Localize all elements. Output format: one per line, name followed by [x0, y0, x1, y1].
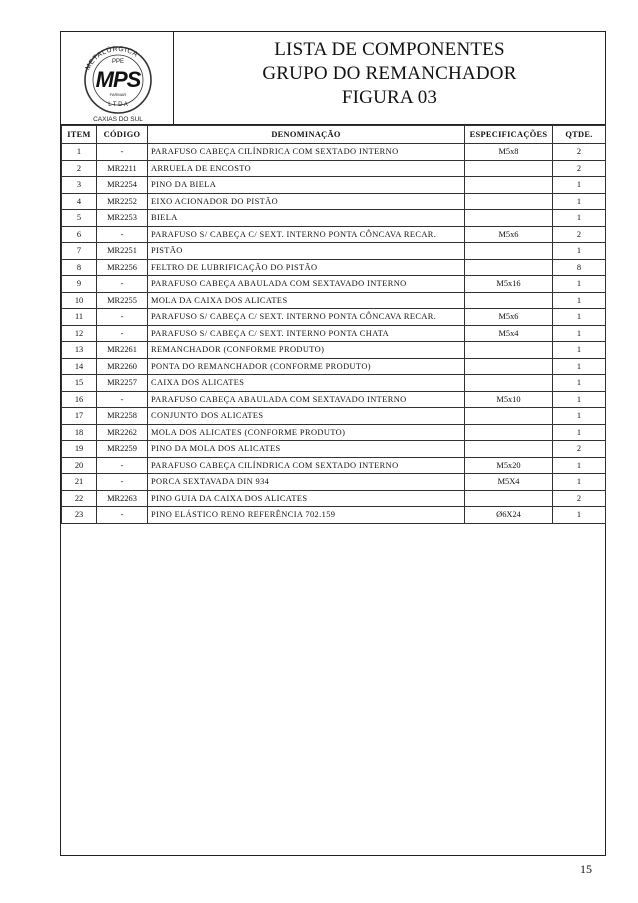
logo-ltda-text: L T D A — [108, 102, 128, 108]
cell-item: 10 — [62, 292, 97, 309]
cell-item: 14 — [62, 358, 97, 375]
table-row — [62, 160, 606, 177]
cell-especificacoes — [465, 490, 553, 507]
cell-especificacoes: M5x6 — [465, 309, 553, 326]
col-header-codigo: CÓDIGO — [97, 126, 148, 144]
cell-item: 20 — [62, 457, 97, 474]
col-header-qtde: QTDE. — [553, 126, 606, 144]
table-row — [62, 292, 606, 309]
cell-item: 3 — [62, 177, 97, 194]
cell-especificacoes: M5x16 — [465, 276, 553, 293]
company-logo — [61, 32, 174, 125]
cell-denominacao: PARAFUSO S/ CABEÇA C/ SEXT. INTERNO PONTA CHATA — [148, 325, 465, 342]
cell-especificacoes: M5X4 — [465, 474, 553, 491]
cell-denominacao: PARAFUSO CABEÇA ABAULADA COM SEXTAVADO INTERNO — [148, 391, 465, 408]
cell-codigo: MR2261 — [97, 342, 148, 359]
cell-qtde: 2 — [553, 226, 606, 243]
cell-codigo: MR2263 — [97, 490, 148, 507]
cell-denominacao: EIXO ACIONADOR DO PISTÃO — [148, 193, 465, 210]
cell-denominacao: CONJUNTO DOS ALICATES — [148, 408, 465, 425]
cell-item: 11 — [62, 309, 97, 326]
cell-item: 12 — [62, 325, 97, 342]
cell-denominacao: PONTA DO REMANCHADOR (CONFORME PRODUTO) — [148, 358, 465, 375]
table-row — [62, 457, 606, 474]
cell-item: 16 — [62, 391, 97, 408]
cell-qtde: 1 — [553, 193, 606, 210]
header-titles — [174, 38, 605, 110]
cell-codigo: - — [97, 391, 148, 408]
logo-sub-text: FARMAR — [109, 92, 127, 97]
logo-ppe-text: PPE — [111, 59, 125, 65]
cell-especificacoes — [465, 342, 553, 359]
cell-qtde: 1 — [553, 474, 606, 491]
table-row — [62, 507, 606, 524]
cell-denominacao: REMANCHADOR (CONFORME PRODUTO) — [148, 342, 465, 359]
cell-codigo: MR2255 — [97, 292, 148, 309]
cell-denominacao: ARRUELA DE ENCOSTO — [148, 160, 465, 177]
cell-qtde: 1 — [553, 292, 606, 309]
table-row — [62, 276, 606, 293]
cell-denominacao: PISTÃO — [148, 243, 465, 260]
cell-denominacao: PORCA SEXTAVADA DIN 934 — [148, 474, 465, 491]
cell-denominacao: BIELA — [148, 210, 465, 227]
cell-qtde: 1 — [553, 358, 606, 375]
cell-codigo: MR2258 — [97, 408, 148, 425]
table-body — [62, 144, 606, 524]
cell-especificacoes — [465, 408, 553, 425]
cell-item: 19 — [62, 441, 97, 458]
table-row — [62, 490, 606, 507]
cell-especificacoes: M5x10 — [465, 391, 553, 408]
cell-especificacoes — [465, 160, 553, 177]
cell-denominacao: MOLA DA CAIXA DOS ALICATES — [148, 292, 465, 309]
table-row — [62, 325, 606, 342]
cell-item: 9 — [62, 276, 97, 293]
cell-qtde: 1 — [553, 309, 606, 326]
cell-qtde: 1 — [553, 457, 606, 474]
cell-denominacao: PARAFUSO S/ CABEÇA C/ SEXT. INTERNO PONTA CÔNCAVA RECAR. — [148, 309, 465, 326]
cell-codigo: - — [97, 144, 148, 161]
cell-especificacoes: M5x4 — [465, 325, 553, 342]
cell-codigo: - — [97, 309, 148, 326]
cell-especificacoes — [465, 259, 553, 276]
table-row — [62, 391, 606, 408]
cell-qtde: 1 — [553, 342, 606, 359]
cell-codigo: MR2251 — [97, 243, 148, 260]
cell-item: 23 — [62, 507, 97, 524]
logo-cell — [61, 32, 174, 125]
cell-especificacoes — [465, 375, 553, 392]
cell-codigo: MR2262 — [97, 424, 148, 441]
cell-item: 22 — [62, 490, 97, 507]
table-row — [62, 474, 606, 491]
cell-codigo: MR2211 — [97, 160, 148, 177]
cell-item: 6 — [62, 226, 97, 243]
cell-denominacao: CAIXA DOS ALICATES — [148, 375, 465, 392]
cell-item: 21 — [62, 474, 97, 491]
table-row — [62, 375, 606, 392]
cell-qtde: 1 — [553, 391, 606, 408]
cell-codigo: - — [97, 507, 148, 524]
cell-codigo: - — [97, 276, 148, 293]
cell-especificacoes — [465, 243, 553, 260]
table-row — [62, 358, 606, 375]
cell-codigo: MR2254 — [97, 177, 148, 194]
cell-item: 5 — [62, 210, 97, 227]
cell-qtde: 1 — [553, 375, 606, 392]
cell-codigo: - — [97, 457, 148, 474]
cell-qtde: 1 — [553, 507, 606, 524]
cell-item: 8 — [62, 259, 97, 276]
cell-denominacao: PINO ELÁSTICO RENO REFERÊNCIA 702.159 — [148, 507, 465, 524]
cell-codigo: MR2252 — [97, 193, 148, 210]
document-title: LISTA DE COMPONENTES — [274, 39, 505, 60]
cell-codigo: - — [97, 474, 148, 491]
cell-denominacao: PINO GUIA DA CAIXA DOS ALICATES — [148, 490, 465, 507]
cell-denominacao: PINO DA BIELA — [148, 177, 465, 194]
cell-denominacao: PARAFUSO CABEÇA ABAULADA COM SEXTAVADO INTERNO — [148, 276, 465, 293]
cell-especificacoes — [465, 193, 553, 210]
cell-especificacoes: M5x6 — [465, 226, 553, 243]
logo-city-text: CAXIAS DO SUL — [93, 116, 143, 123]
cell-codigo: MR2259 — [97, 441, 148, 458]
cell-qtde: 1 — [553, 276, 606, 293]
cell-qtde: 2 — [553, 441, 606, 458]
table-row — [62, 441, 606, 458]
cell-especificacoes — [465, 358, 553, 375]
table-row — [62, 226, 606, 243]
components-table — [61, 125, 606, 524]
cell-codigo: MR2257 — [97, 375, 148, 392]
logo-brand-text: MPS — [95, 67, 141, 92]
cell-qtde: 2 — [553, 160, 606, 177]
cell-especificacoes: M5x8 — [465, 144, 553, 161]
cell-codigo: - — [97, 325, 148, 342]
cell-especificacoes — [465, 441, 553, 458]
cell-denominacao: PARAFUSO CABEÇA CILÍNDRICA COM SEXTADO INTERNO — [148, 144, 465, 161]
cell-qtde: 1 — [553, 177, 606, 194]
cell-denominacao: FELTRO DE LUBRIFICAÇÃO DO PISTÃO — [148, 259, 465, 276]
cell-item: 7 — [62, 243, 97, 260]
table-row — [62, 243, 606, 260]
table-row — [62, 177, 606, 194]
cell-qtde: 1 — [553, 408, 606, 425]
figure-label: FIGURA 03 — [341, 87, 438, 108]
cell-item: 18 — [62, 424, 97, 441]
cell-qtde: 8 — [553, 259, 606, 276]
cell-qtde: 1 — [553, 210, 606, 227]
col-header-denominacao: DENOMINAÇÃO — [148, 126, 465, 144]
cell-qtde: 2 — [553, 490, 606, 507]
cell-codigo: MR2260 — [97, 358, 148, 375]
cell-especificacoes — [465, 177, 553, 194]
document-subtitle: GRUPO DO REMANCHADOR — [262, 63, 517, 84]
table-row — [62, 144, 606, 161]
cell-qtde: 1 — [553, 325, 606, 342]
cell-qtde: 2 — [553, 144, 606, 161]
cell-denominacao: PARAFUSO S/ CABEÇA C/ SEXT. INTERNO PONTA CÔNCAVA RECAR. — [148, 226, 465, 243]
cell-codigo: MR2253 — [97, 210, 148, 227]
cell-item: 13 — [62, 342, 97, 359]
cell-denominacao: MOLA DOS ALICATES (CONFORME PRODUTO) — [148, 424, 465, 441]
cell-codigo: MR2256 — [97, 259, 148, 276]
cell-especificacoes: M5x20 — [465, 457, 553, 474]
table-row — [62, 210, 606, 227]
cell-qtde: 1 — [553, 243, 606, 260]
table-row — [62, 408, 606, 425]
table-row — [62, 309, 606, 326]
cell-qtde: 1 — [553, 424, 606, 441]
cell-item: 4 — [62, 193, 97, 210]
cell-denominacao: PARAFUSO CABEÇA CILÍNDRICA COM SEXTADO INTERNO — [148, 457, 465, 474]
cell-especificacoes — [465, 210, 553, 227]
cell-especificacoes: Ø6X24 — [465, 507, 553, 524]
logo-arc-text: METALÚRGICA — [84, 45, 140, 72]
table-row — [62, 259, 606, 276]
table-row — [62, 342, 606, 359]
cell-codigo: - — [97, 226, 148, 243]
table-row — [62, 193, 606, 210]
document-header — [61, 32, 605, 125]
table-header-row — [62, 126, 606, 144]
cell-denominacao: PINO DA MOLA DOS ALICATES — [148, 441, 465, 458]
table-row — [62, 424, 606, 441]
page-number: 15 — [580, 862, 592, 876]
document-frame — [60, 31, 606, 856]
cell-item: 1 — [62, 144, 97, 161]
cell-item: 17 — [62, 408, 97, 425]
cell-item: 2 — [62, 160, 97, 177]
cell-especificacoes — [465, 292, 553, 309]
col-header-especificacoes: ESPECIFICAÇÕES — [465, 126, 553, 144]
cell-especificacoes — [465, 424, 553, 441]
col-header-item: ITEM — [62, 126, 97, 144]
cell-item: 15 — [62, 375, 97, 392]
